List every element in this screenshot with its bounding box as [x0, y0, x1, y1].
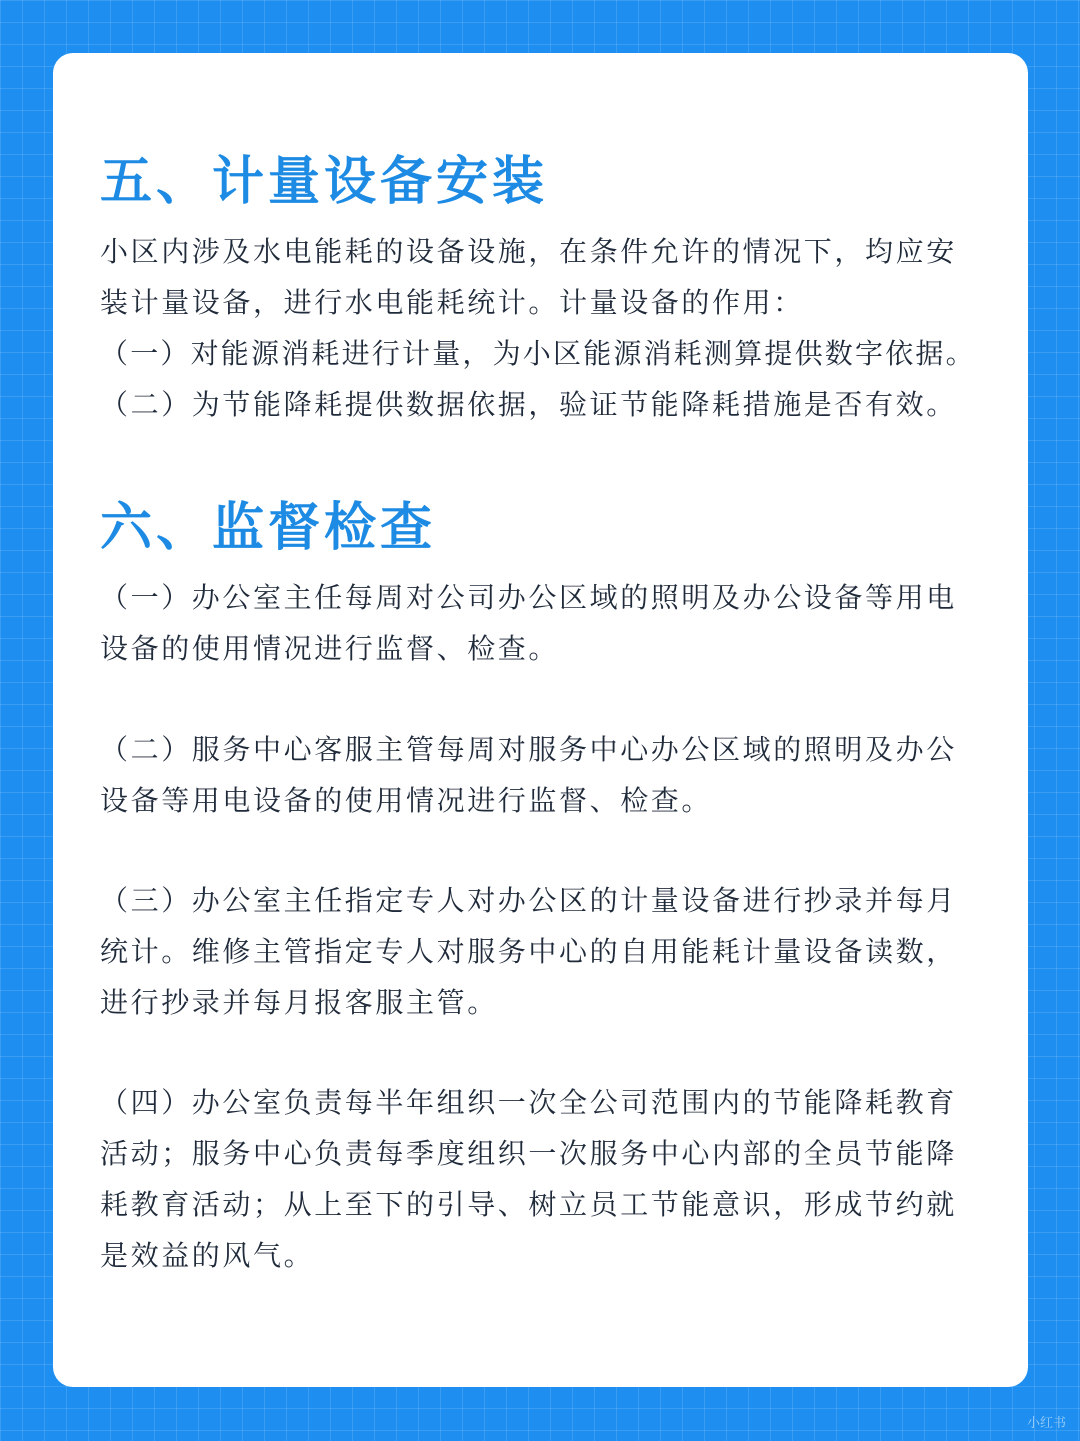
section-6-item-line: （一）办公室主任每周对公司办公区域的照明及办公设备等用电 — [100, 581, 957, 614]
section-5-line: 装计量设备，进行水电能耗统计。计量设备的作用： — [100, 286, 804, 319]
section-6-item-4 — [100, 1077, 1000, 1281]
section-5-line: （一）对能源消耗进行计量，为小区能源消耗测算提供数字依据。 — [100, 337, 976, 370]
section-6-item-line: 设备的使用情况进行监督、检查。 — [100, 632, 560, 665]
watermark: 小红书 — [1026, 1416, 1066, 1431]
section-6-item-line: 是效益的风气。 — [100, 1239, 315, 1272]
section-5-body — [100, 226, 1000, 430]
section-6-item-line: （二）服务中心客服主管每周对服务中心办公区域的照明及办公 — [100, 733, 957, 766]
section-6-item-3 — [100, 875, 1000, 1028]
section-6-title: 六、监督检查 — [100, 498, 437, 558]
section-5-line: （二）为节能降耗提供数据依据，验证节能降耗措施是否有效。 — [100, 388, 957, 421]
section-6-item-line: 进行抄录并每月报客服主管。 — [100, 986, 498, 1019]
section-6-item-line: 活动；服务中心负责每季度组织一次服务中心内部的全员节能降 — [100, 1137, 957, 1170]
section-6-item-line: （三）办公室主任指定专人对办公区的计量设备进行抄录并每月 — [100, 884, 957, 917]
section-6-item-line: 耗教育活动；从上至下的引导、树立员工节能意识，形成节约就 — [100, 1188, 957, 1221]
section-6-item-line: 设备等用电设备的使用情况进行监督、检查。 — [100, 784, 713, 817]
section-6-item-2 — [100, 724, 1000, 826]
section-6-item-line: 统计。维修主管指定专人对服务中心的自用能耗计量设备读数， — [100, 935, 957, 968]
section-5-title: 五、计量设备安装 — [100, 152, 549, 212]
section-6-item-1 — [100, 572, 1000, 674]
section-5-line: 小区内涉及水电能耗的设备设施，在条件允许的情况下，均应安 — [100, 235, 957, 268]
section-6-item-line: （四）办公室负责每半年组织一次全公司范围内的节能降耗教育 — [100, 1086, 957, 1119]
